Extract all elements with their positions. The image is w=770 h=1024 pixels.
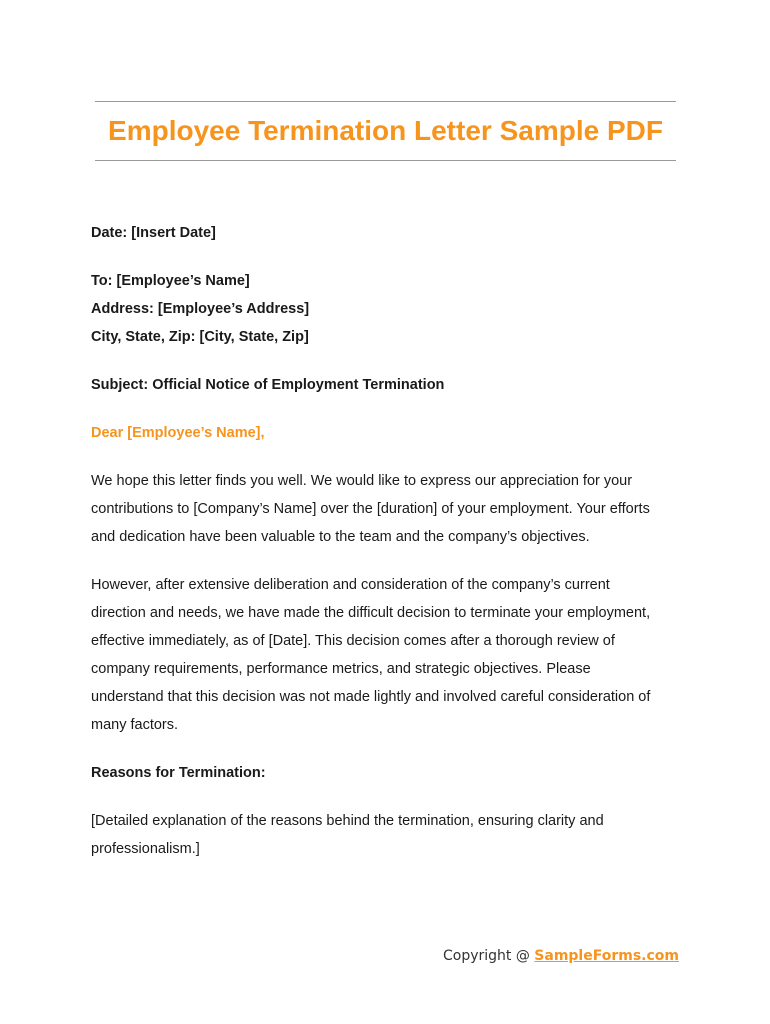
recipient-address-line: Address: [Employee’s Address]: [91, 301, 310, 317]
paragraph-line: effective immediately, as of [Date]. This decision comes after a thorough review of: [91, 633, 615, 649]
paragraph-line: We hope this letter finds you well. We would like to express our appreciation for your: [91, 473, 633, 489]
paragraph-line: company requirements, performance metrics, and strategic objectives. Please: [91, 661, 591, 677]
date-line: Date: [Insert Date]: [91, 225, 216, 241]
subject-line: Subject: Official Notice of Employment Termination: [91, 377, 445, 393]
recipient-city-line: City, State, Zip: [City, State, Zip]: [91, 329, 309, 345]
paragraph-line: understand that this decision was not made lightly and involved careful consideration of: [91, 689, 651, 705]
letter-body: [91, 219, 691, 863]
paragraph-line: However, after extensive deliberation and consideration of the company’s current: [91, 577, 610, 593]
recipient-name-line: To: [Employee’s Name]: [91, 273, 250, 289]
paragraph-line: many factors.: [91, 717, 179, 733]
title-bottom-rule: [95, 160, 676, 161]
paragraph-line: [Detailed explanation of the reasons behind the termination, ensuring clarity and: [91, 813, 604, 829]
paragraph-reasons: [91, 807, 691, 863]
copyright-prefix: Copyright @: [442, 948, 535, 964]
recipient-block: [91, 267, 691, 351]
paragraph-line: contributions to [Company’s Name] over the [duration] of your employment. Your efforts: [91, 501, 650, 517]
title-top-rule: [95, 101, 676, 102]
paragraph-line: direction and needs, we have made the difficult decision to terminate your employment,: [91, 605, 651, 621]
paragraph-decision: [91, 571, 691, 739]
paragraph-line: professionalism.]: [91, 841, 200, 857]
reasons-heading: Reasons for Termination:: [91, 765, 266, 781]
salutation: Dear [Employee’s Name],: [91, 425, 265, 441]
paragraph-line: and dedication have been valuable to the team and the company’s objectives.: [91, 529, 590, 545]
paragraph-appreciation: [91, 467, 691, 551]
page-title: Employee Termination Letter Sample PDF: [108, 115, 663, 146]
sampleforms-link[interactable]: SampleForms.com: [534, 948, 679, 964]
copyright-footer: [443, 948, 679, 964]
